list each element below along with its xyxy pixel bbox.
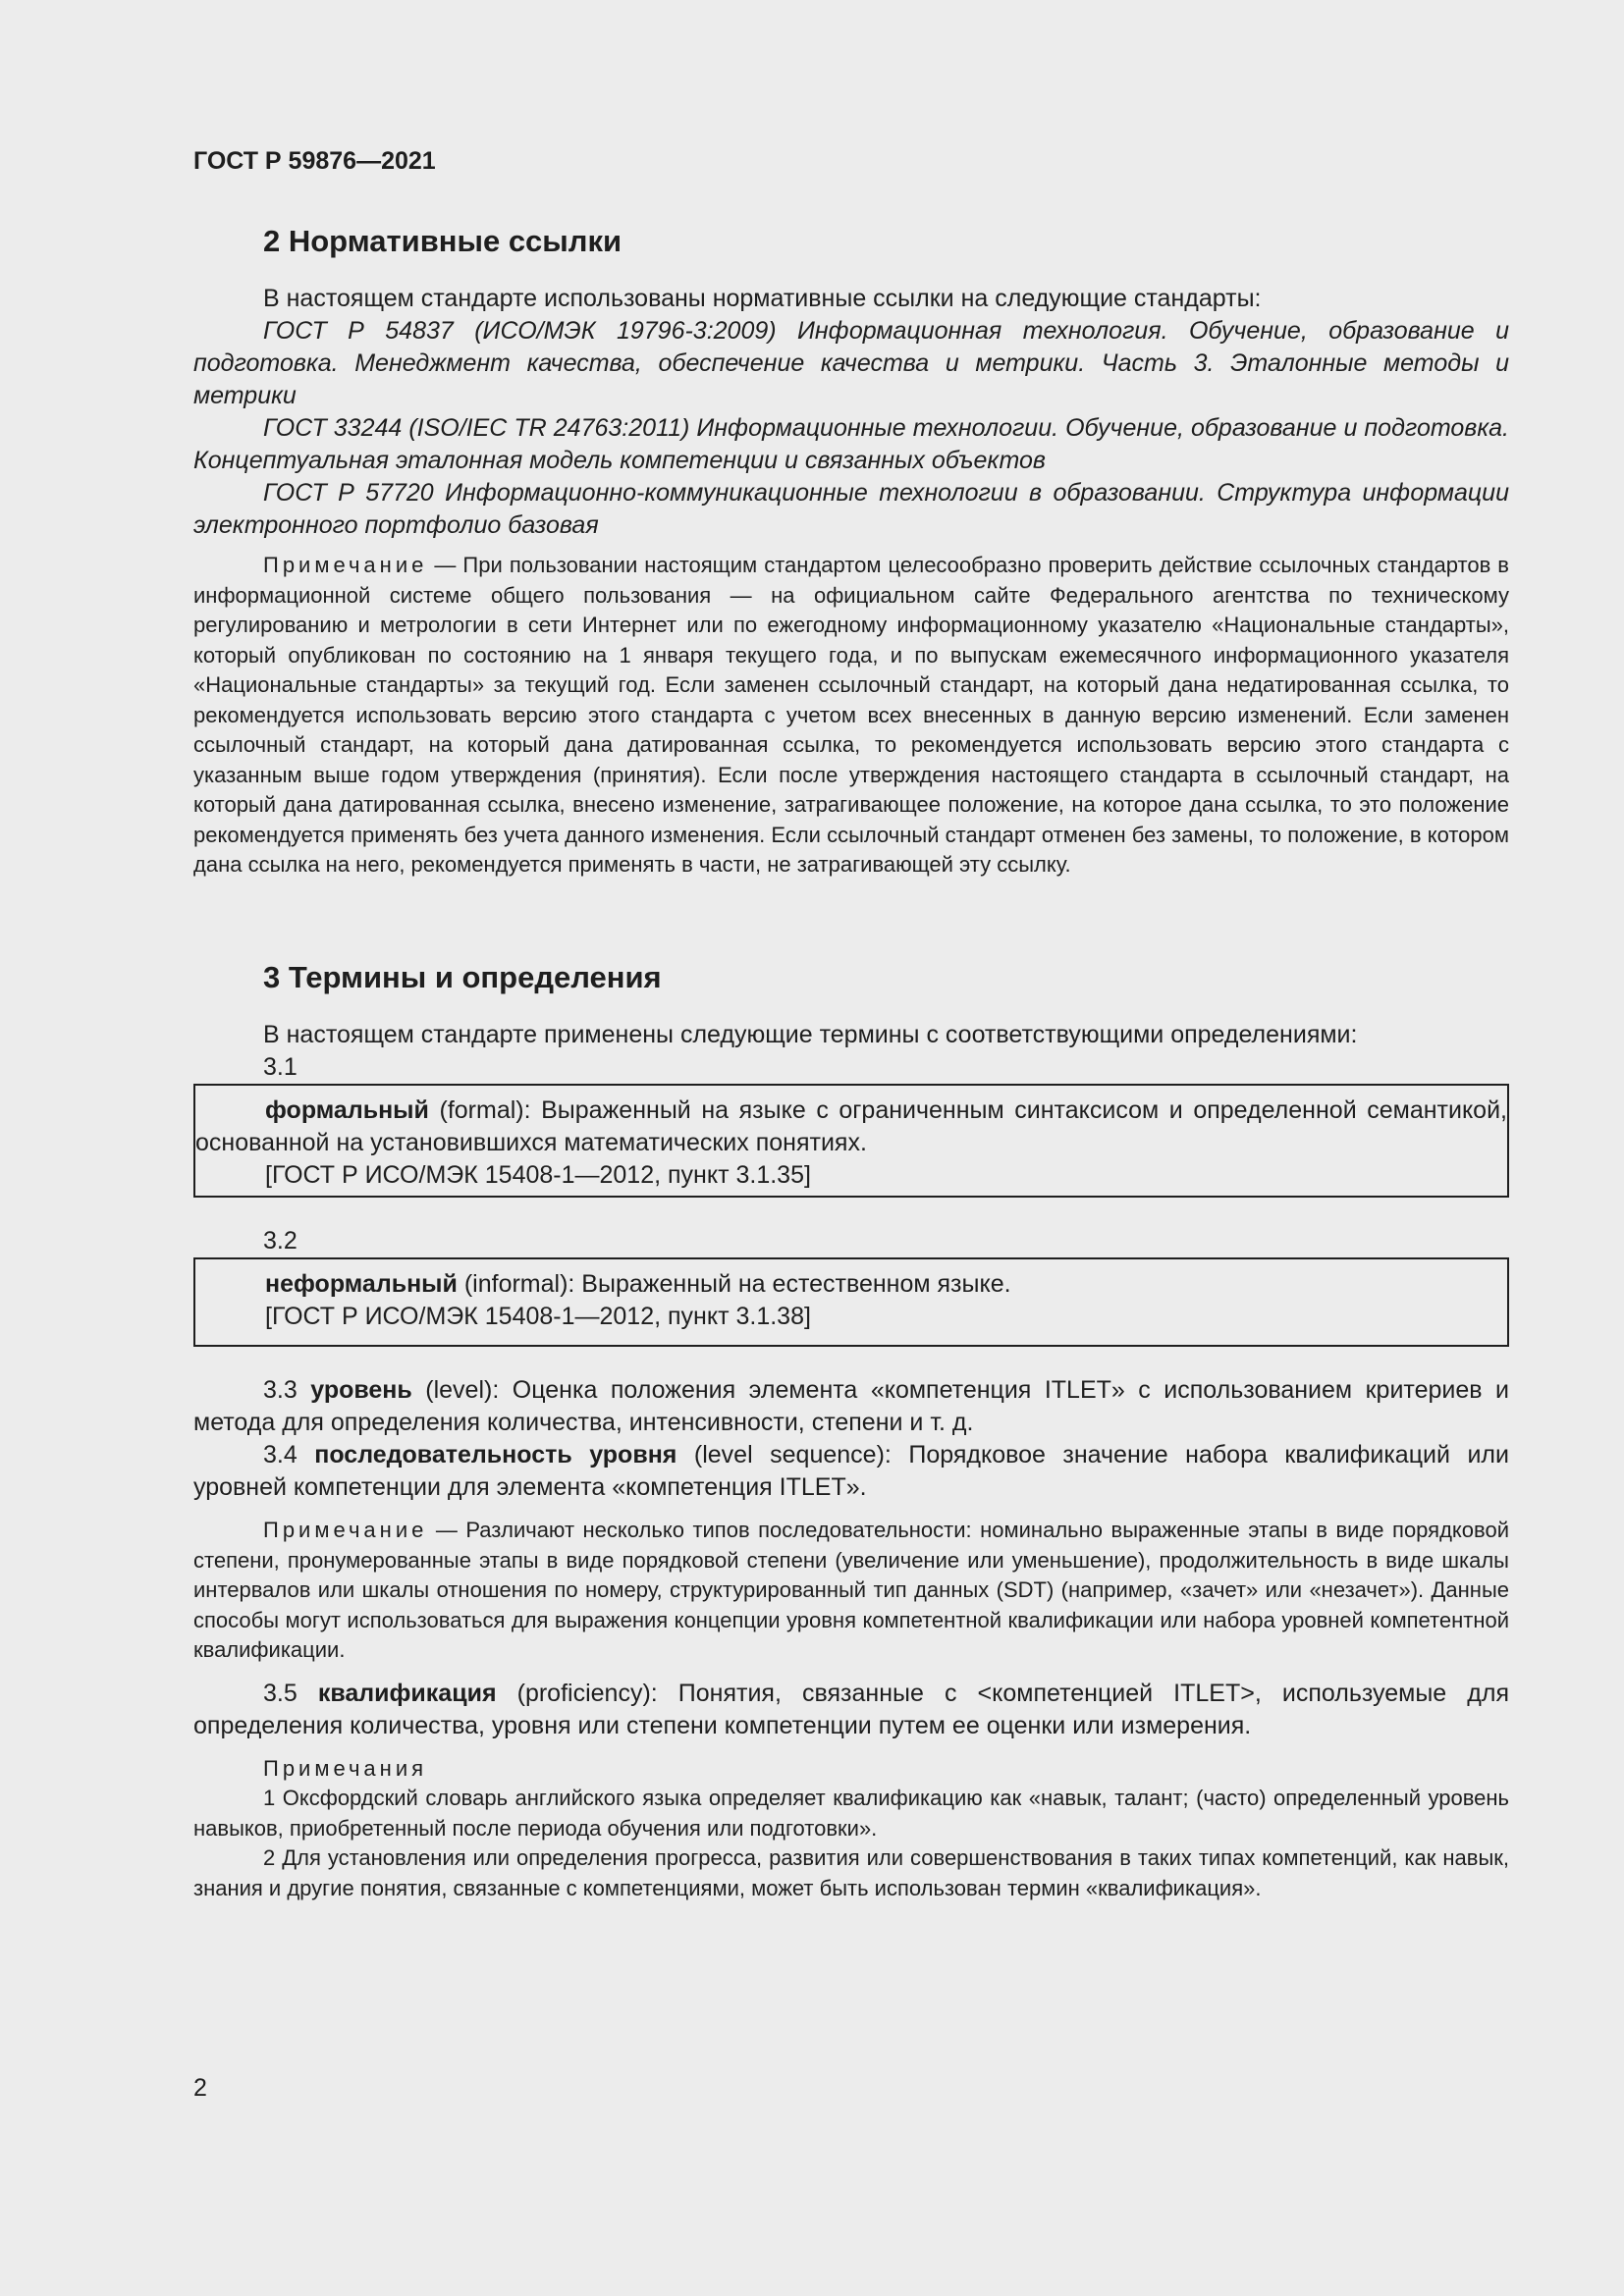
term-3-5-text: (proficiency): Понятия, связанные с <компетенцией ITLET>, используемые для определения количества, уровня или степени компетенции путем ее оценки или измерения. [193,1679,1510,1739]
section-3-intro: В настоящем стандарте применены следующие термины с соответствующими определениями: [263,1021,1358,1048]
term-3-5-number: 3.5 [263,1679,318,1707]
term-3-1-term: формальный [265,1096,429,1124]
term-3-4-number: 3.4 [263,1441,315,1468]
section-2-intro: В настоящем стандарте использованы нормативные ссылки на следующие стандарты: [263,285,1262,312]
section-2 [193,224,1509,881]
term-3-5-note-1: 1 Оксфордский словарь английского языка определяет квалификацию как «навык, талант; (часто) определенный уровень навыков, приобретенный после периода обучения или подготовки». [193,1786,1509,1841]
note-text: — При пользовании настоящим стандартом целесообразно проверить действие ссылочных стандартов в информационной системе общего пользования — на официальном сайте Федерального агентства по техническому регулированию и метрологии в сети Интернет или по ежегодному информационному указателю «Национальные стандарты», который опубликован по состоянию на 1 января текущего года, и по выпускам ежемесячного информационного указателя «Национальные стандарты» за текущий год. Если заменен ссылочный стандарт, на который дана недатированная ссылка, то рекомендуется использовать версию этого стандарта с учетом всех внесенных в данную версию изменений. Если заменен ссылочный стандарт, на который дана датированная ссылка, то рекомендуется использовать версию этого стандарта с указанным выше годом утверждения (принятия). Если после утверждения настоящего стандарта в ссылочный стандарт, на который дана датированная ссылка, внесено изменение, затрагивающее положение, на которое дана ссылка, то это положение рекомендуется применять без учета данного изменения. Если ссылочный стандарт отменен без замены, то положение, в котором дана ссылка на него, рекомендуется применять в части, не затрагивающей эту ссылку. [193,553,1509,877]
note-text: — Различают несколько типов последовательности: номинально выраженные этапы в виде порядковой степени, пронумерованные этапы в виде порядковой степени (увеличение или уменьшение), продолжительность в виде шкалы интервалов или шкалы отношения по номеру, структурированный тип данных (SDT) (например, «зачет» или «незачет»). Данные способы могут использоваться для выражения концепции уровня компетентной квалификации или набора уровней компетентной квалификации. [193,1518,1509,1662]
term-3-4 [193,1439,1509,1504]
term-3-3-text: (level): Оценка положения элемента «компетенция ITLET» с использованием критериев и метода для определения количества, интенсивности, степени и т. д. [193,1376,1509,1436]
reference-1: ГОСТ Р 54837 (ИСО/МЭК 19796-3:2009) Информационная технология. Обучение, образование и подготовка. Менеджмент качества, обеспечение качества и метрики. Часть 3. Эталонные методы и метрики [193,317,1509,409]
term-3-2-term: неформальный [265,1270,458,1298]
term-3-1-text: (formal): Выраженный на языке с ограниченным синтаксисом и определенной семантикой, основанной на установившихся математических понятиях. [195,1096,1507,1156]
reference-3: ГОСТ Р 57720 Информационно-коммуникационные технологии в образовании. Структура информации электронного портфолио базовая [193,479,1509,539]
document-code: ГОСТ Р 59876—2021 [193,147,436,175]
term-3-3 [193,1374,1509,1439]
section-3 [193,960,1509,1903]
note-label: Примечание [263,1518,428,1542]
term-3-1-definition [195,1095,1507,1159]
term-3-4-text: (level sequence): Порядковое значение набора квалификаций или уровней компетенции для элемента «компетенция ITLET». [193,1441,1509,1501]
section-3-title: 3 Термины и определения [263,960,662,994]
term-3-5-term: квалификация [317,1679,497,1707]
term-3-1-box [193,1084,1509,1198]
term-3-5 [193,1678,1509,1742]
term-3-2-text: (informal): Выраженный на естественном языке. [457,1270,1011,1298]
term-3-4-term: последовательность уровня [314,1441,677,1468]
term-3-1-number: 3.1 [263,1053,298,1081]
term-3-5-note-2: 2 Для установления или определения прогресса, развития или совершенствования в таких типах компетенций, как навык, знания и другие понятия, связанные с компетенциями, может быть использован термин «квалификация». [193,1845,1509,1900]
term-3-5-notes-label [193,1754,1509,1785]
section-2-note [193,551,1509,881]
note-label: Примечание [263,553,428,577]
term-3-2-box [193,1257,1509,1347]
reference-2: ГОСТ 33244 (ISO/IEC TR 24763:2011) Информационные технологии. Обучение, образование и подготовка. Концептуальная эталонная модель компетенции и связанных объектов [193,414,1509,474]
term-3-3-term: уровень [310,1376,412,1404]
term-3-4-note [193,1516,1509,1666]
term-3-2-number: 3.2 [263,1227,298,1255]
section-2-title: 2 Нормативные ссылки [263,224,623,258]
term-3-2-source: [ГОСТ Р ИСО/МЭК 15408-1—2012, пункт 3.1.38] [265,1303,811,1330]
page-number: 2 [193,2074,207,2102]
notes-label: Примечания [263,1755,428,1781]
term-3-1-source: [ГОСТ Р ИСО/МЭК 15408-1—2012, пункт 3.1.35] [265,1161,811,1189]
term-3-2-definition [195,1268,1507,1301]
term-3-3-number: 3.3 [263,1376,311,1404]
